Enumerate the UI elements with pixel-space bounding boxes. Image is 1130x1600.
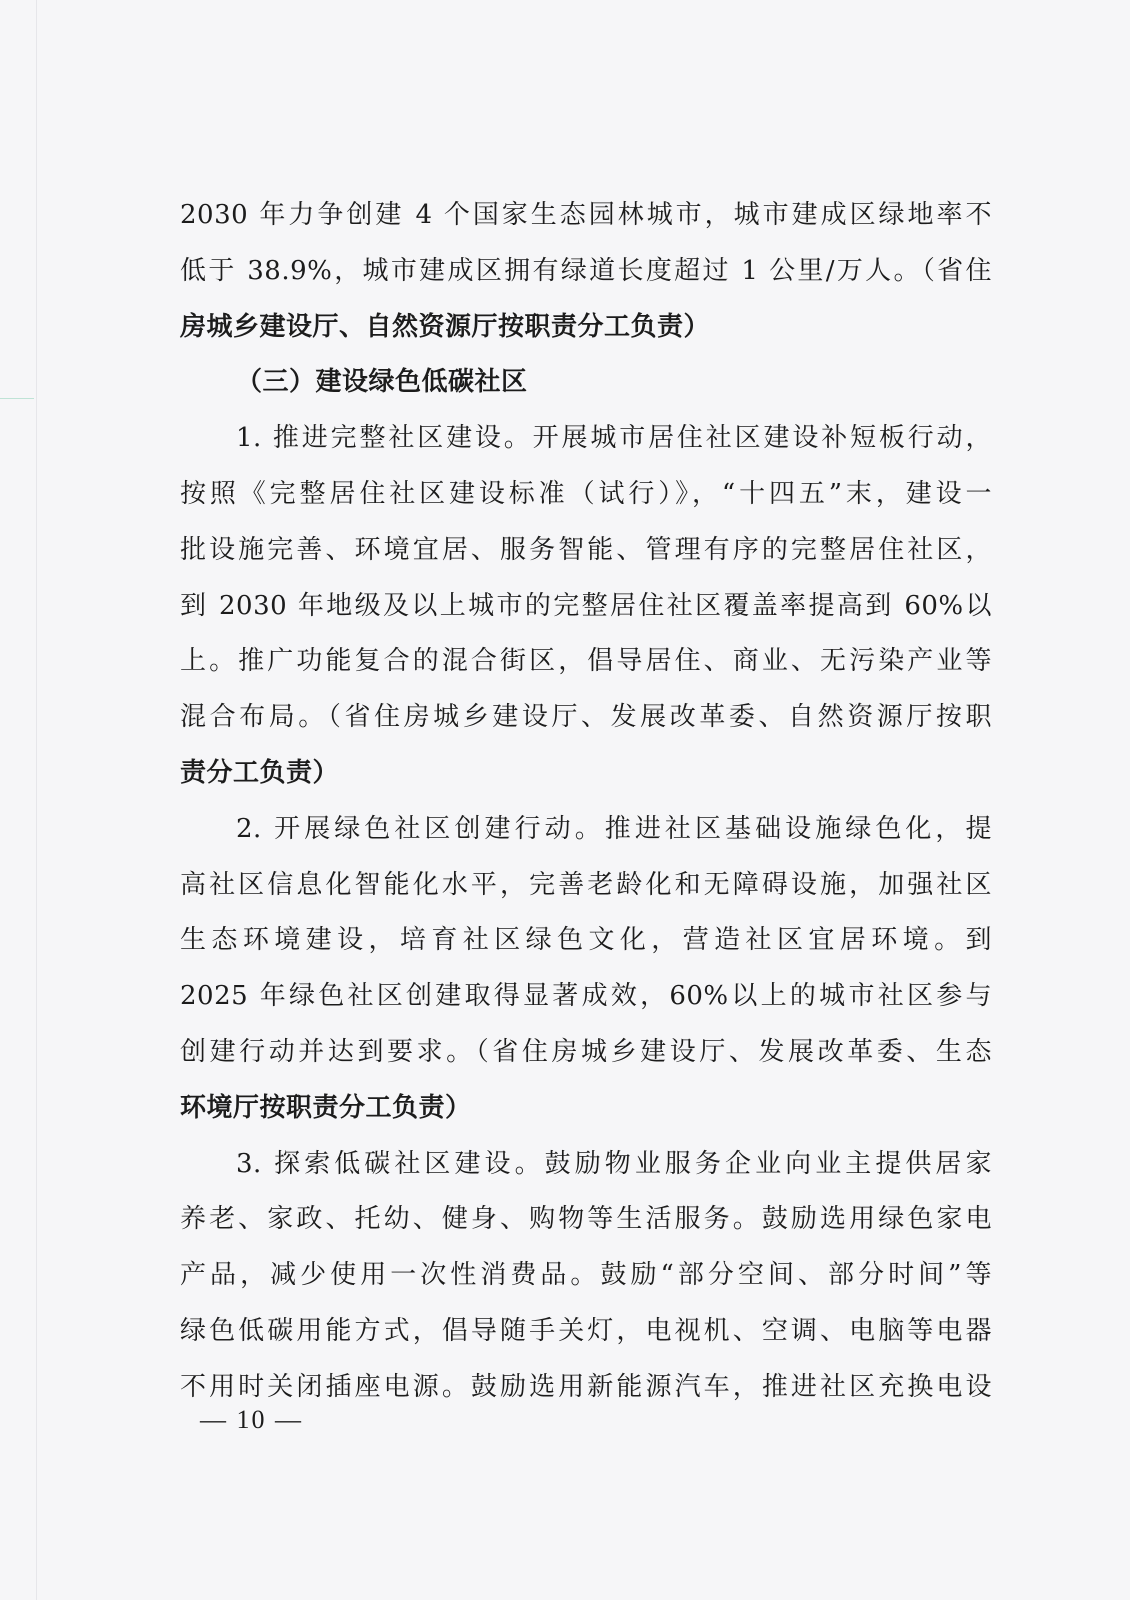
- text-line: 到 2030 年地级及以上城市的完整居住社区覆盖率提高到 60%以: [180, 590, 992, 621]
- text-line: 绿色低碳用能方式，倡导随手关灯，电视机、空调、电脑等电器: [180, 1315, 992, 1346]
- text-line: 生态环境建设，培育社区绿色文化，营造社区宜居环境。到: [180, 925, 992, 956]
- text-line: 创建行动并达到要求。（省住房城乡建设厅、发展改革委、生态: [180, 1036, 992, 1067]
- text-line: 批设施完善、环境宜居、服务智能、管理有序的完整居住社区，: [180, 534, 992, 565]
- text-line: 3. 探索低碳社区建设。鼓励物业服务企业向业主提供居家: [236, 1148, 992, 1179]
- text-line: 2025 年绿色社区创建取得显著成效，60%以上的城市社区参与: [180, 981, 992, 1012]
- text-line: 1. 推进完整社区建设。开展城市居住社区建设补短板行动，: [236, 423, 992, 454]
- text-line: 2030 年力争创建 4 个国家生态园林城市，城市建成区绿地率不: [180, 200, 992, 230]
- text-line: 房城乡建设厅、自然资源厅按职责分工负责）: [180, 311, 711, 342]
- text-line: 混合布局。（省住房城乡建设厅、发展改革委、自然资源厅按职: [180, 702, 992, 733]
- text-line: 环境厅按职责分工负责）: [180, 1092, 472, 1123]
- text-line: 责分工负责）: [180, 757, 340, 788]
- margin-mark: [0, 398, 34, 399]
- text-line: 养老、家政、托幼、健身、购物等生活服务。鼓励选用绿色家电: [180, 1204, 992, 1235]
- text-line: 产品，减少使用一次性消费品。鼓励“部分空间、部分时间”等: [180, 1260, 992, 1291]
- text-line: 上。推广功能复合的混合街区，倡导居住、商业、无污染产业等: [180, 646, 992, 677]
- document-body: [180, 188, 992, 1416]
- text-line: 按照《完整居住社区建设标准（试行）》，“十四五”末，建设一: [180, 478, 992, 509]
- page-edge-line: [36, 0, 37, 1600]
- page-number: — 10 —: [200, 1405, 303, 1434]
- text-line: 2. 开展绿色社区创建行动。推进社区基础设施绿色化，提: [236, 813, 992, 844]
- text-line: 不用时关闭插座电源。鼓励选用新能源汽车，推进社区充换电设: [180, 1371, 992, 1402]
- text-line: （三）建设绿色低碳社区: [236, 367, 528, 398]
- text-line: 低于 38.9%，城市建成区拥有绿道长度超过 1 公里/万人。（省住: [180, 255, 992, 286]
- text-line: 高社区信息化智能化水平，完善老龄化和无障碍设施，加强社区: [180, 869, 992, 900]
